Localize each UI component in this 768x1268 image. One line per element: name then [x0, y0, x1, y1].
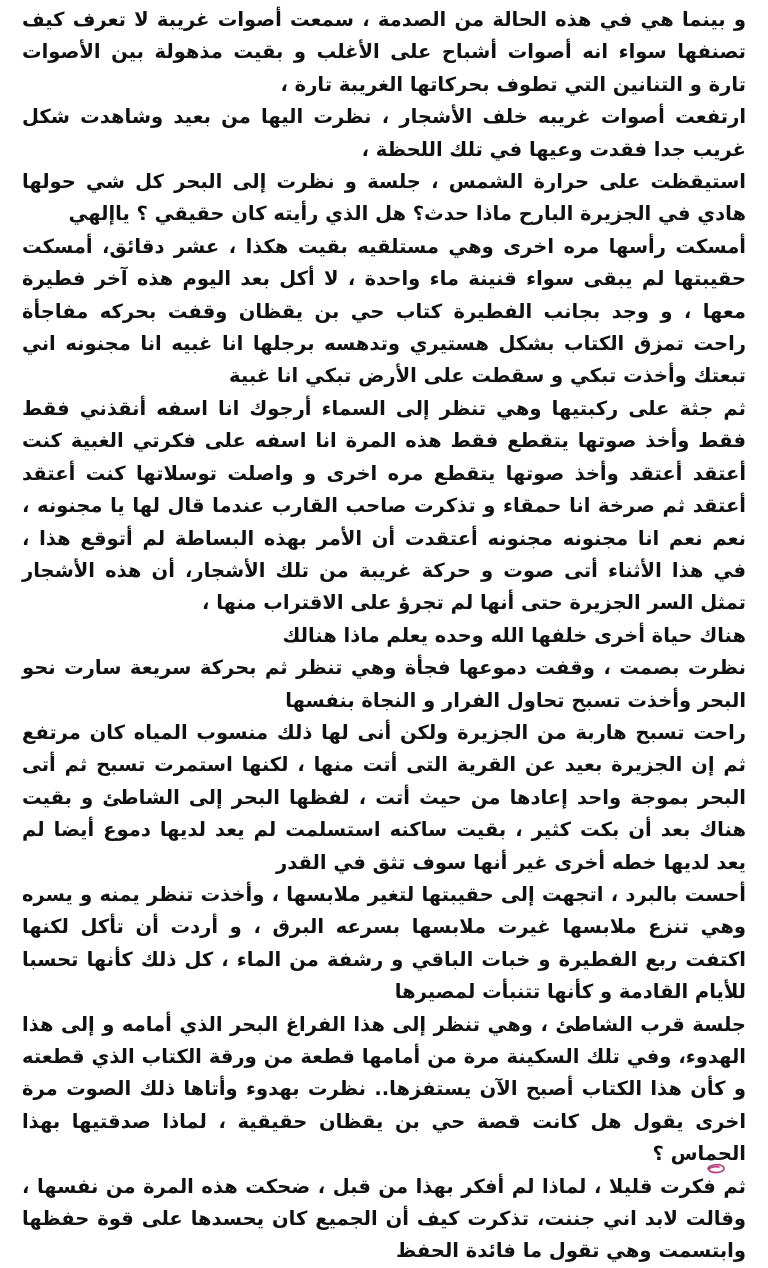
paragraph-4: أمسكت رأسها مره اخرى وهي مستلقيه بقيت هكذا ، عشر دقائق، أمسكت حقيبتها لم يبقى سواء قنينة ماء واحدة ، لا أكل بعد اليوم هذه آخر فطيرة معها ، و وجد بجانب الفطيرة كتاب حي بن يقظان وقفت بحركه مفاجأة راحت تمزق الكتاب بشكل هستيري وتدهسه برجلها انا غبيه انا مجنونه اني تبعتك وأخذت تبكي و سقطت على الأرض تبكي انا غبية [22, 234, 746, 388]
pink-ring-scribble-icon [705, 1162, 727, 1175]
paragraph-8: راحت تسبح هاربة من الجزيرة ولكن أنى لها ذلك منسوب المياه كان مرتفع ثم إن الجزيرة بعيد عن القرية التى أتت منها ، لكنها استمرت تسبح ثم أتى البحر بموجة واحد إعادها من حيث أتت ، لفظها البحر إلى الشاطئ و بقيت هناك بعد أن بكت كثير ، بقيت ساكنه استسلمت لم يعد لديها دموع أيضا لم يعد لديها خطه أخرى غير أنها سوف تثق في القدر [22, 720, 746, 874]
paragraph-10: جلسة قرب الشاطئ ، وهي تنظر إلى هذا الفراغ البحر الذي أمامه و إلى هذا الهدوء، وفي تلك السكينة مرة من أمامها قطعة من ورقة الكتاب الذي قطعته و كأن هذا الكتاب أصبح الآن يستفزها.. نظرت بهدوء وأتاها ذلك الصوت مرة اخرى يقول هل كانت قصة حي بن يقظان حقيقية ، لماذا صدقتيها بهذا الحماس ؟ [22, 1012, 746, 1166]
paragraph-9: أحست بالبرد ، اتجهت إلى حقيبتها لتغير ملابسها ، وأخذت تنظر يمنه و يسره وهي تنزع ملابسها غيرت ملابسها بسرعه البرق ، و أردت أن تأكل لكنها اكتفت ربع الفطيرة و خبات الباقي و رشفة من الماء ، كل ذلك كأنها تحسبا للأيام القادمة و كأنها تتنبأت لمصيرها [22, 882, 746, 1004]
document-page [22, 4, 746, 1268]
paragraph-6: هناك حياة أخرى خلفها الله وحده يعلم ماذا هنالك [282, 623, 746, 647]
paragraph-2: ارتفعت أصوات غريبه خلف الأشجار ، نظرت اليها من بعيد وشاهدت شكل غريب جدا فقدت وعيها في تلك اللحظة ، [22, 105, 746, 161]
paragraph-1: و بينما هي في هذه الحالة من الصدمة ، سمعت أصوات غريبة لا تعرف كيف تصنفها سواء انه أصوات أشباح على الأغلب و بقيت مذهولة بين الأصوات تارة و التنانين التي تطوف بحركاتها الغريبة تارة ، [22, 8, 746, 96]
paragraph-3: استيقظت على حرارة الشمس ، جلسة و نظرت إلى البحر كل شي حولها هادي في الجزيرة البارح ماذا حدث؟ هل الذي رأيته كان حقيقي ؟ ياإلهي [22, 170, 746, 226]
paragraph-7: نظرت بصمت ، وقفت دموعها فجأة وهي تنظر ثم بحركة سريعة سارت نحو البحر وأخذت تسبح تحاول الفرار و النجاة بنفسها [22, 656, 746, 712]
paragraph-11: ثم فكرت قليلا ، لماذا لم أفكر بهذا من قبل ، ضحكت هذه المرة من نفسها ، وقالت لابد اني جننت، تذكرت كيف أن الجميع كان يحسدها على قوة حفظها وابتسمت وهي تقول ما فائدة الحفظ [22, 1174, 746, 1263]
paragraph-5: ثم جثة على ركبتيها وهي تنظر إلى السماء أرجوك انا اسفه أنقذني فقط فقط وأخذ صوتها يتقطع فقط هذه المرة انا اسفه على فكرتي الغبية كنت أعتقد أعتقد وأخذ صوتها يتقطع مره اخرى و واصلت توسلاتها كنت أعتقد أعتقد ثم صرخة انا حمقاء و تذكرت صاحب القارب عندما قال لها يا مجنونه ، نعم نعم انا مجنونه مجنونه أعتقدت أن الأمر بهذه البساطة لم أتوقع هذا ، في هذا الأثناء أتى صوت و حركة غريبة من تلك الأشجار، أن هذه الأشجار تمثل السر الجزيرة حتى أنها لم تجرؤ على الاقتراب منها ، [22, 396, 746, 615]
